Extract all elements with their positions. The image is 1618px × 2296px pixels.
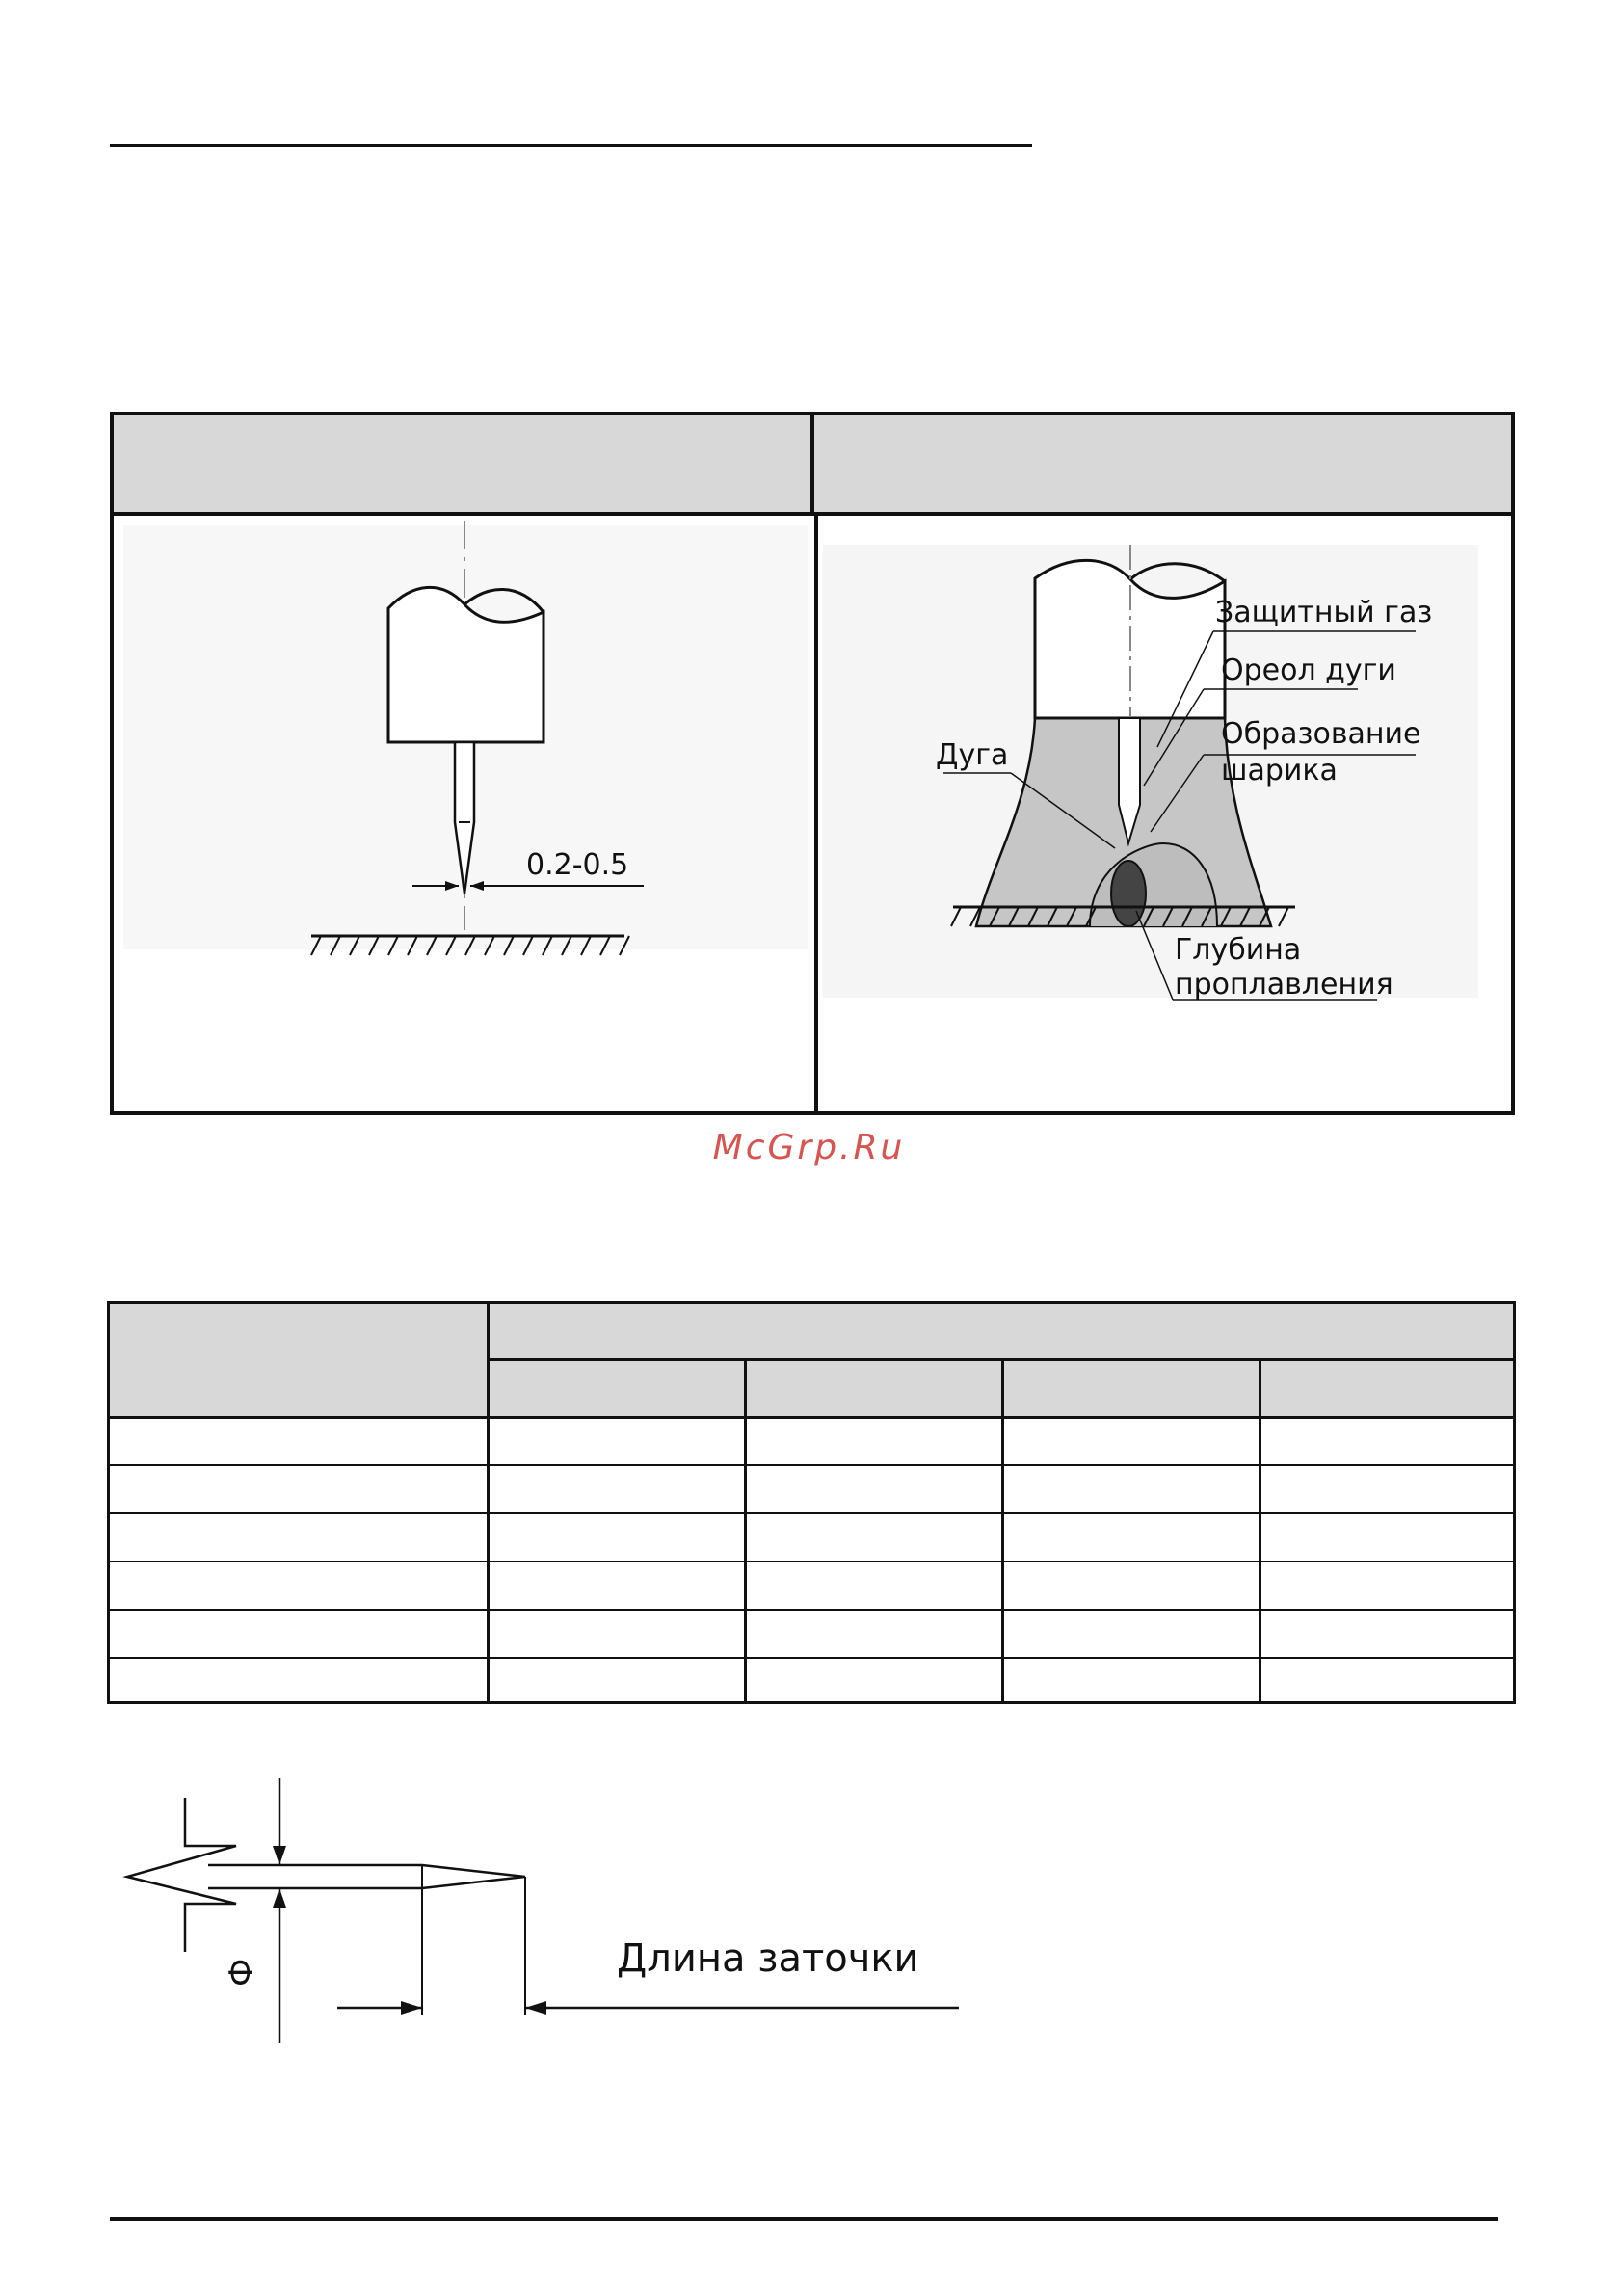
label-arc-halo: Ореол дуги	[1221, 654, 1396, 687]
label-arc: Дуга	[936, 738, 1009, 772]
electrode-table-header-right	[814, 415, 1511, 512]
dimension-label: 0.2-0.5	[526, 848, 629, 882]
label-ball-formation-1: Образование	[1221, 717, 1421, 751]
sharpened-electrode-figure	[114, 516, 814, 1115]
table-row	[110, 1514, 1513, 1561]
bottom-rule	[110, 2217, 1498, 2221]
table-row	[110, 1562, 1513, 1609]
sharpened-electrode-cell	[114, 516, 814, 1111]
weld-penetration	[1111, 861, 1146, 926]
sharpening-length-figure	[116, 1769, 983, 2058]
label-shield-gas: Защитный газ	[1215, 596, 1433, 629]
label-depth-2: проплавления	[1175, 968, 1393, 1001]
diameter-symbol: Ф	[223, 1958, 261, 1987]
table-row	[110, 1659, 1513, 1701]
electrode-table-header-left	[114, 415, 814, 512]
header-main-cell	[490, 1304, 1513, 1358]
table-row	[110, 1611, 1513, 1657]
label-depth-1: Глубина	[1175, 933, 1302, 967]
header-row-label-cell	[110, 1304, 487, 1416]
watermark: McGrp.Ru	[712, 1128, 906, 1167]
top-rule	[110, 144, 1032, 147]
electrode-table	[110, 412, 1515, 1115]
label-ball-formation-2: шарика	[1221, 754, 1338, 788]
sharpening-length-label: Длина заточки	[617, 1936, 919, 1981]
arc-diagram-cell	[818, 516, 1511, 1111]
parameters-table	[107, 1301, 1516, 1704]
table-row	[110, 1466, 1513, 1512]
arc-diagram-figure	[818, 516, 1511, 1115]
table-row	[110, 1419, 1513, 1464]
